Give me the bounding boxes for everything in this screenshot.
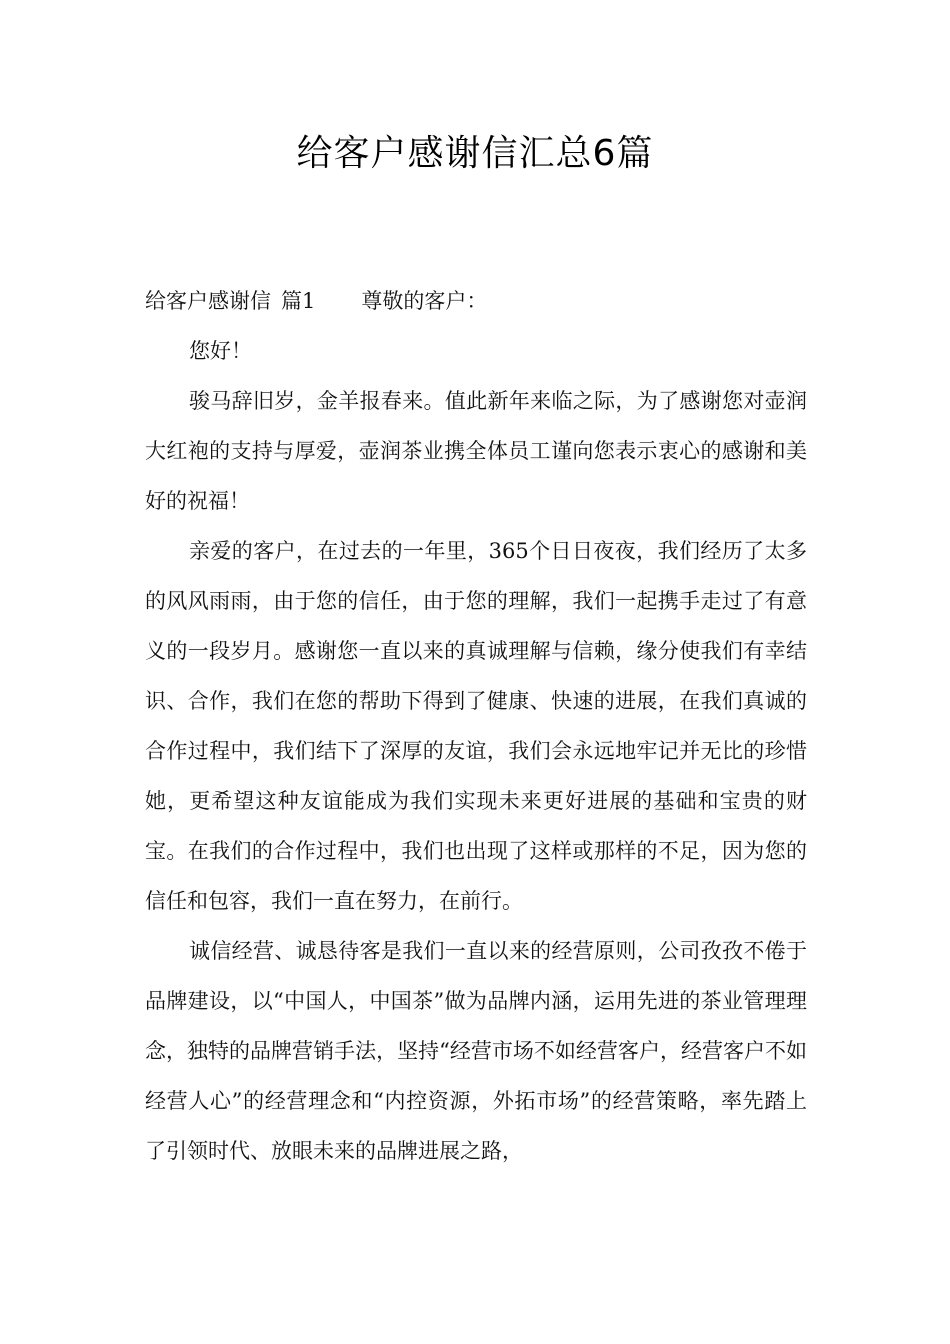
document-body <box>145 276 807 1176</box>
greeting-paragraph: 您好！ <box>189 339 252 363</box>
body-paragraph: 骏马辞旧岁，金羊报春来。值此新年来临之际，为了感谢您对壶润大红袍的支持与厚爱，壶润茶业携全体员工谨向您表示衷心的感谢和美好的祝福！ <box>145 389 807 513</box>
salutation: 尊敬的客户： <box>361 289 488 313</box>
heading-label: 给客户感谢信 <box>145 289 271 313</box>
letter-heading <box>145 276 807 326</box>
heading-section: 篇1 <box>281 289 316 313</box>
body-paragraph: 亲爱的客户，在过去的一年里，365个日日夜夜，我们经历了太多的风风雨雨，由于您的信任，由于您的理解，我们一起携手走过了有意义的一段岁月。感谢您一直以来的真诚理解与信赖，缘分使我们有幸结识、合作，我们在您的帮助下得到了健康、快速的进展，在我们真诚的合作过程中，我们结下了深厚的友谊，我们会永远地牢记并无比的珍惜她，更希望这种友谊能成为我们实现未来更好进展的基础和宝贵的财宝。在我们的合作过程中，我们也出现了这样或那样的不足，因为您的信任和包容，我们一直在努力，在前行。 <box>145 539 807 913</box>
document-title: 给客户感谢信汇总6篇 <box>296 133 654 174</box>
body-paragraph: 诚信经营、诚恳待客是我们一直以来的经营原则，公司孜孜不倦于品牌建设，以“中国人，中国茶”做为品牌内涵，运用先进的茶业管理理念，独特的品牌营销手法，坚持“经营市场不如经营客户，经营客户不如经营人心”的经营理念和“内控资源，外拓市场”的经营策略，率先踏上了引领时代、放眼未来的品牌进展之路， <box>145 939 807 1163</box>
